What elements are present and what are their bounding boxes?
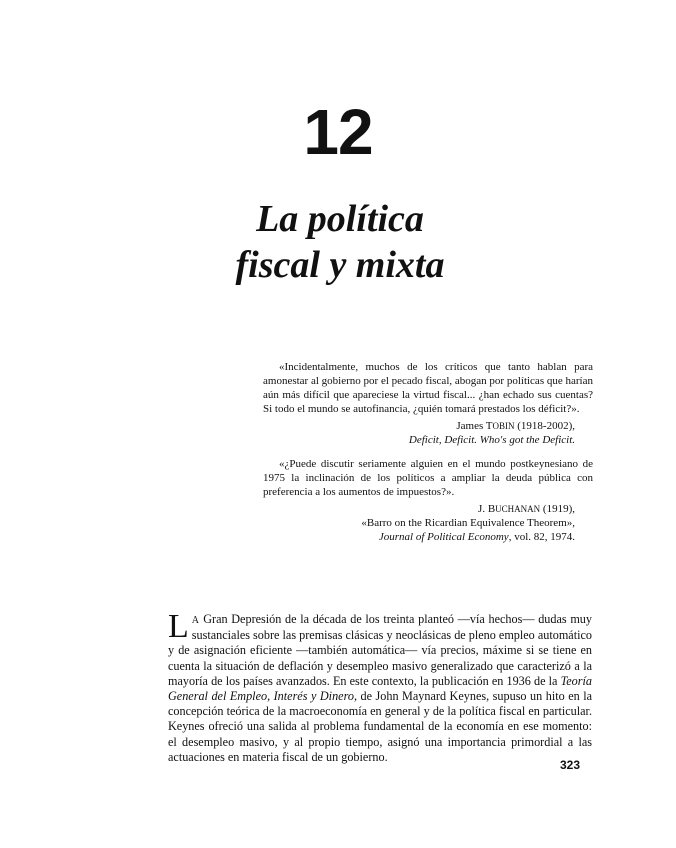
body-paragraph xyxy=(168,608,592,765)
body-text-part-2: de John Maynard Keynes, supuso un hito en la concepción teórica de la macroeconomía en general y de la política fiscal en particular. Keynes ofreció una salida al problema fundamental de la economía en ese momento: el desempleo masivo, y al propio tiempo, asignó una importancia primordial a las actuaciones en materia fiscal de un gobierno. xyxy=(168,689,592,764)
epigraph-buchanan xyxy=(263,457,593,544)
author-initial: J. B xyxy=(478,503,496,515)
epigraph-source-journal xyxy=(263,530,593,544)
author-surname: UCHANAN xyxy=(495,504,541,514)
chapter-title xyxy=(170,196,510,288)
journal-title: Journal of Political Economy xyxy=(378,531,509,543)
journal-volume: , vol. 82, 1974. xyxy=(508,531,575,543)
epigraph-author xyxy=(263,419,593,433)
book-title: Teoría General del Empleo, Interés y Dinero, xyxy=(168,673,592,704)
author-dates: (1919), xyxy=(540,503,575,515)
author-dates: (1918-2002), xyxy=(514,420,575,432)
body-text-part-1: Gran Depresión de la década de los treinta planteó —vía hechos— dudas muy sustanciales sobre las premisas clásicas y neoclásicas de pleno empleo automático y de asignación eficiente —también automática— vía precios, máxime si se tiene en cuenta la situación de deflación y desempleo masivo generalizado que caracterizó a la mayoría de los países avanzados. En este contexto, la publicación en 1936 de la xyxy=(168,612,592,688)
chapter-title-line-2: fiscal y mixta xyxy=(235,244,445,286)
epigraph-source-article: «Barro on the Ricardian Equivalence Theorem», xyxy=(361,517,575,529)
epigraph-tobin xyxy=(263,360,593,447)
author-surname: OBIN xyxy=(492,421,515,431)
chapter-number: 12 xyxy=(303,96,373,168)
epigraph-quote: «¿Puede discutir seriamente alguien en el mundo postkeynesiano de 1975 la inclinación de los políticos a ampliar la deuda pública con preferencia a los aumentos de impuestos?». xyxy=(263,458,593,498)
epigraph-source xyxy=(263,433,593,447)
source-title: Deficit, Deficit. Who's got the Deficit. xyxy=(408,434,575,446)
drop-cap: L xyxy=(168,608,189,645)
first-word: A xyxy=(191,615,200,626)
epigraph-quote: «Incidentalmente, muchos de los críticos que tanto hablan para amonestar al gobierno por el pecado fiscal, abogan por políticas que harían aún más difícil que apareciese la virtud fiscal... ¿han echado sus cuentas? Si todo el mundo se autofinancia, ¿quién tomará prestados los déficit?». xyxy=(263,361,593,415)
epigraph-author xyxy=(263,502,593,516)
author-initial: James T xyxy=(456,420,493,432)
chapter-title-line-1: La política xyxy=(256,198,424,240)
page-number: 323 xyxy=(560,758,581,772)
